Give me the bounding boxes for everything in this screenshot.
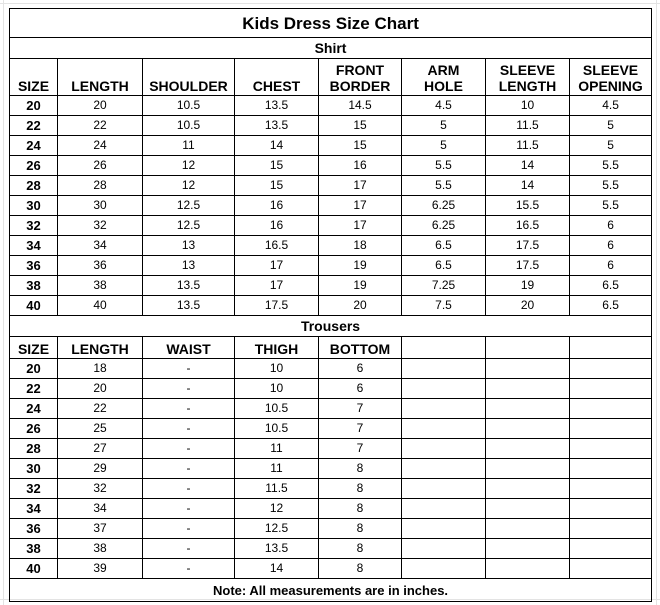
size-cell: 20 (10, 359, 58, 379)
measurement-cell: 11.5 (486, 116, 570, 136)
measurement-cell: 37 (58, 519, 143, 539)
table-row (10, 539, 652, 559)
measurement-cell: 8 (319, 539, 402, 559)
measurement-cell: 15 (235, 156, 319, 176)
measurement-cell: 20 (58, 379, 143, 399)
empty-cell (570, 359, 652, 379)
measurement-cell: 6 (319, 379, 402, 399)
size-cell: 40 (10, 296, 58, 316)
empty-cell (486, 419, 570, 439)
size-chart-table (9, 8, 652, 602)
measurement-cell: 17 (235, 256, 319, 276)
size-cell: 22 (10, 379, 58, 399)
measurement-cell: - (143, 479, 235, 499)
measurement-cell: 12.5 (143, 196, 235, 216)
table-row (10, 399, 652, 419)
size-cell: 38 (10, 276, 58, 296)
table-row (10, 359, 652, 379)
measurement-cell: 29 (58, 459, 143, 479)
measurement-cell: 4.5 (402, 96, 486, 116)
measurement-cell: 16.5 (235, 236, 319, 256)
measurement-cell: 14 (486, 176, 570, 196)
table-row (10, 519, 652, 539)
measurement-cell: - (143, 539, 235, 559)
measurement-cell: 15 (235, 176, 319, 196)
size-cell: 34 (10, 499, 58, 519)
size-cell: 36 (10, 519, 58, 539)
measurement-cell: 36 (58, 256, 143, 276)
measurement-cell: 7 (319, 399, 402, 419)
measurement-cell: - (143, 399, 235, 419)
measurement-cell: - (143, 559, 235, 579)
empty-cell (486, 519, 570, 539)
measurement-cell: 12.5 (235, 519, 319, 539)
column-header: LENGTH (58, 337, 143, 359)
measurement-cell: 10 (235, 359, 319, 379)
measurement-cell: 19 (486, 276, 570, 296)
measurement-cell: 7.5 (402, 296, 486, 316)
measurement-cell: 11.5 (235, 479, 319, 499)
table-row (10, 216, 652, 236)
measurement-cell: 28 (58, 176, 143, 196)
note-row (10, 579, 652, 602)
empty-cell (486, 459, 570, 479)
measurement-cell: 14 (486, 156, 570, 176)
measurement-cell: 32 (58, 479, 143, 499)
measurement-cell: 11 (235, 459, 319, 479)
measurement-cell: 17 (319, 216, 402, 236)
column-header: SHOULDER (143, 59, 235, 96)
measurement-cell: 6.25 (402, 216, 486, 236)
measurement-cell: 6 (319, 359, 402, 379)
column-header: SLEEVE OPENING (570, 59, 652, 96)
column-header: SIZE (10, 59, 58, 96)
measurement-cell: 22 (58, 399, 143, 419)
measurement-cell: 8 (319, 479, 402, 499)
measurement-cell: - (143, 519, 235, 539)
measurement-cell: 5 (570, 116, 652, 136)
measurement-cell: 38 (58, 539, 143, 559)
table-row (10, 236, 652, 256)
size-cell: 26 (10, 419, 58, 439)
table-row (10, 176, 652, 196)
table-row (10, 136, 652, 156)
measurement-cell: 8 (319, 519, 402, 539)
measurement-cell: 12.5 (143, 216, 235, 236)
measurement-cell: 11.5 (486, 136, 570, 156)
empty-cell (402, 337, 486, 359)
measurement-cell: 18 (319, 236, 402, 256)
table-row (10, 156, 652, 176)
measurement-cell: 24 (58, 136, 143, 156)
table-row (10, 196, 652, 216)
measurement-cell: - (143, 419, 235, 439)
header-row (10, 337, 652, 359)
table-row (10, 379, 652, 399)
empty-cell (402, 519, 486, 539)
measurement-cell: 27 (58, 439, 143, 459)
size-cell: 26 (10, 156, 58, 176)
measurement-cell: 5 (402, 136, 486, 156)
empty-cell (570, 337, 652, 359)
table-row (10, 96, 652, 116)
measurement-cell: 32 (58, 216, 143, 236)
empty-cell (570, 399, 652, 419)
measurement-cell: 5.5 (570, 176, 652, 196)
table-row (10, 256, 652, 276)
empty-cell (570, 419, 652, 439)
table-row (10, 296, 652, 316)
measurement-cell: 38 (58, 276, 143, 296)
empty-cell (402, 459, 486, 479)
empty-cell (486, 359, 570, 379)
empty-cell (486, 499, 570, 519)
measurement-cell: 14.5 (319, 96, 402, 116)
measurement-cell: 34 (58, 236, 143, 256)
measurement-cell: 13.5 (143, 276, 235, 296)
measurement-cell: 12 (235, 499, 319, 519)
measurement-cell: 13 (143, 236, 235, 256)
measurement-cell: - (143, 499, 235, 519)
measurement-cell: 6.5 (402, 236, 486, 256)
measurement-cell: 19 (319, 276, 402, 296)
empty-cell (570, 479, 652, 499)
chart-title: Kids Dress Size Chart (10, 9, 652, 38)
measurement-cell: 15 (319, 136, 402, 156)
empty-cell (570, 379, 652, 399)
measurement-cell: 17 (319, 196, 402, 216)
measurement-cell: 25 (58, 419, 143, 439)
measurement-cell: 5 (570, 136, 652, 156)
measurement-cell: 13.5 (235, 116, 319, 136)
table-row (10, 459, 652, 479)
measurement-cell: 16 (319, 156, 402, 176)
measurement-cell: 17.5 (486, 256, 570, 276)
measurement-cell: 6.5 (402, 256, 486, 276)
measurement-cell: 19 (319, 256, 402, 276)
table-row (10, 116, 652, 136)
measurement-cell: 17.5 (235, 296, 319, 316)
empty-cell (402, 379, 486, 399)
empty-cell (486, 439, 570, 459)
measurement-cell: 7 (319, 419, 402, 439)
size-cell: 32 (10, 216, 58, 236)
empty-cell (402, 399, 486, 419)
measurement-cell: 10 (486, 96, 570, 116)
empty-cell (486, 539, 570, 559)
measurement-cell: 34 (58, 499, 143, 519)
size-cell: 36 (10, 256, 58, 276)
column-header: WAIST (143, 337, 235, 359)
measurement-cell: 5 (402, 116, 486, 136)
column-header: SLEEVE LENGTH (486, 59, 570, 96)
empty-cell (570, 539, 652, 559)
size-cell: 28 (10, 176, 58, 196)
measurement-cell: 16 (235, 216, 319, 236)
column-header: SIZE (10, 337, 58, 359)
column-header: CHEST (235, 59, 319, 96)
measurement-cell: 20 (58, 96, 143, 116)
measurement-cell: 13.5 (235, 539, 319, 559)
empty-cell (402, 419, 486, 439)
table-row (10, 419, 652, 439)
size-cell: 24 (10, 399, 58, 419)
table-row (10, 276, 652, 296)
size-cell: 30 (10, 459, 58, 479)
empty-cell (402, 539, 486, 559)
size-cell: 28 (10, 439, 58, 459)
empty-cell (402, 559, 486, 579)
empty-cell (570, 519, 652, 539)
empty-cell (402, 499, 486, 519)
measurement-cell: 20 (486, 296, 570, 316)
measurement-note: Note: All measurements are in inches. (10, 579, 652, 602)
measurement-cell: 10 (235, 379, 319, 399)
empty-cell (486, 399, 570, 419)
measurement-cell: 5.5 (570, 196, 652, 216)
table-row (10, 559, 652, 579)
measurement-cell: 30 (58, 196, 143, 216)
size-cell: 30 (10, 196, 58, 216)
column-header: LENGTH (58, 59, 143, 96)
shirt-section-label: Shirt (10, 38, 652, 59)
measurement-cell: 6.5 (570, 296, 652, 316)
measurement-cell: 12 (143, 176, 235, 196)
measurement-cell: 22 (58, 116, 143, 136)
empty-cell (402, 439, 486, 459)
measurement-cell: 20 (319, 296, 402, 316)
table-row (10, 479, 652, 499)
trousers-section-label: Trousers (10, 316, 652, 337)
measurement-cell: 10.5 (235, 419, 319, 439)
measurement-cell: 6 (570, 216, 652, 236)
empty-cell (486, 479, 570, 499)
measurement-cell: 8 (319, 499, 402, 519)
measurement-cell: 5.5 (402, 176, 486, 196)
measurement-cell: 14 (235, 559, 319, 579)
measurement-cell: 10.5 (143, 116, 235, 136)
empty-cell (402, 359, 486, 379)
empty-cell (486, 337, 570, 359)
measurement-cell: 26 (58, 156, 143, 176)
measurement-cell: 8 (319, 559, 402, 579)
size-cell: 32 (10, 479, 58, 499)
empty-cell (486, 379, 570, 399)
measurement-cell: 40 (58, 296, 143, 316)
measurement-cell: 5.5 (570, 156, 652, 176)
measurement-cell: 16.5 (486, 216, 570, 236)
measurement-cell: 6 (570, 236, 652, 256)
measurement-cell: 13.5 (235, 96, 319, 116)
measurement-cell: - (143, 459, 235, 479)
measurement-cell: 6.25 (402, 196, 486, 216)
measurement-cell: 17 (235, 276, 319, 296)
size-cell: 24 (10, 136, 58, 156)
measurement-cell: - (143, 379, 235, 399)
measurement-cell: 4.5 (570, 96, 652, 116)
column-header: FRONT BORDER (319, 59, 402, 96)
size-cell: 20 (10, 96, 58, 116)
measurement-cell: 11 (143, 136, 235, 156)
measurement-cell: 15 (319, 116, 402, 136)
empty-cell (570, 459, 652, 479)
table-row (10, 439, 652, 459)
measurement-cell: 12 (143, 156, 235, 176)
empty-cell (486, 559, 570, 579)
column-header: BOTTOM (319, 337, 402, 359)
table-row (10, 499, 652, 519)
measurement-cell: 13 (143, 256, 235, 276)
measurement-cell: 14 (235, 136, 319, 156)
measurement-cell: - (143, 359, 235, 379)
size-cell: 34 (10, 236, 58, 256)
measurement-cell: 16 (235, 196, 319, 216)
measurement-cell: 18 (58, 359, 143, 379)
empty-cell (570, 499, 652, 519)
measurement-cell: - (143, 439, 235, 459)
measurement-cell: 6 (570, 256, 652, 276)
measurement-cell: 8 (319, 459, 402, 479)
measurement-cell: 39 (58, 559, 143, 579)
measurement-cell: 17.5 (486, 236, 570, 256)
trousers-section-row (10, 316, 652, 337)
measurement-cell: 10.5 (143, 96, 235, 116)
column-header: THIGH (235, 337, 319, 359)
measurement-cell: 15.5 (486, 196, 570, 216)
measurement-cell: 10.5 (235, 399, 319, 419)
measurement-cell: 11 (235, 439, 319, 459)
measurement-cell: 7.25 (402, 276, 486, 296)
measurement-cell: 5.5 (402, 156, 486, 176)
size-cell: 22 (10, 116, 58, 136)
measurement-cell: 7 (319, 439, 402, 459)
empty-cell (402, 479, 486, 499)
size-cell: 40 (10, 559, 58, 579)
measurement-cell: 13.5 (143, 296, 235, 316)
header-row (10, 59, 652, 96)
empty-cell (570, 439, 652, 459)
measurement-cell: 17 (319, 176, 402, 196)
column-header: ARM HOLE (402, 59, 486, 96)
empty-cell (570, 559, 652, 579)
size-cell: 38 (10, 539, 58, 559)
measurement-cell: 6.5 (570, 276, 652, 296)
